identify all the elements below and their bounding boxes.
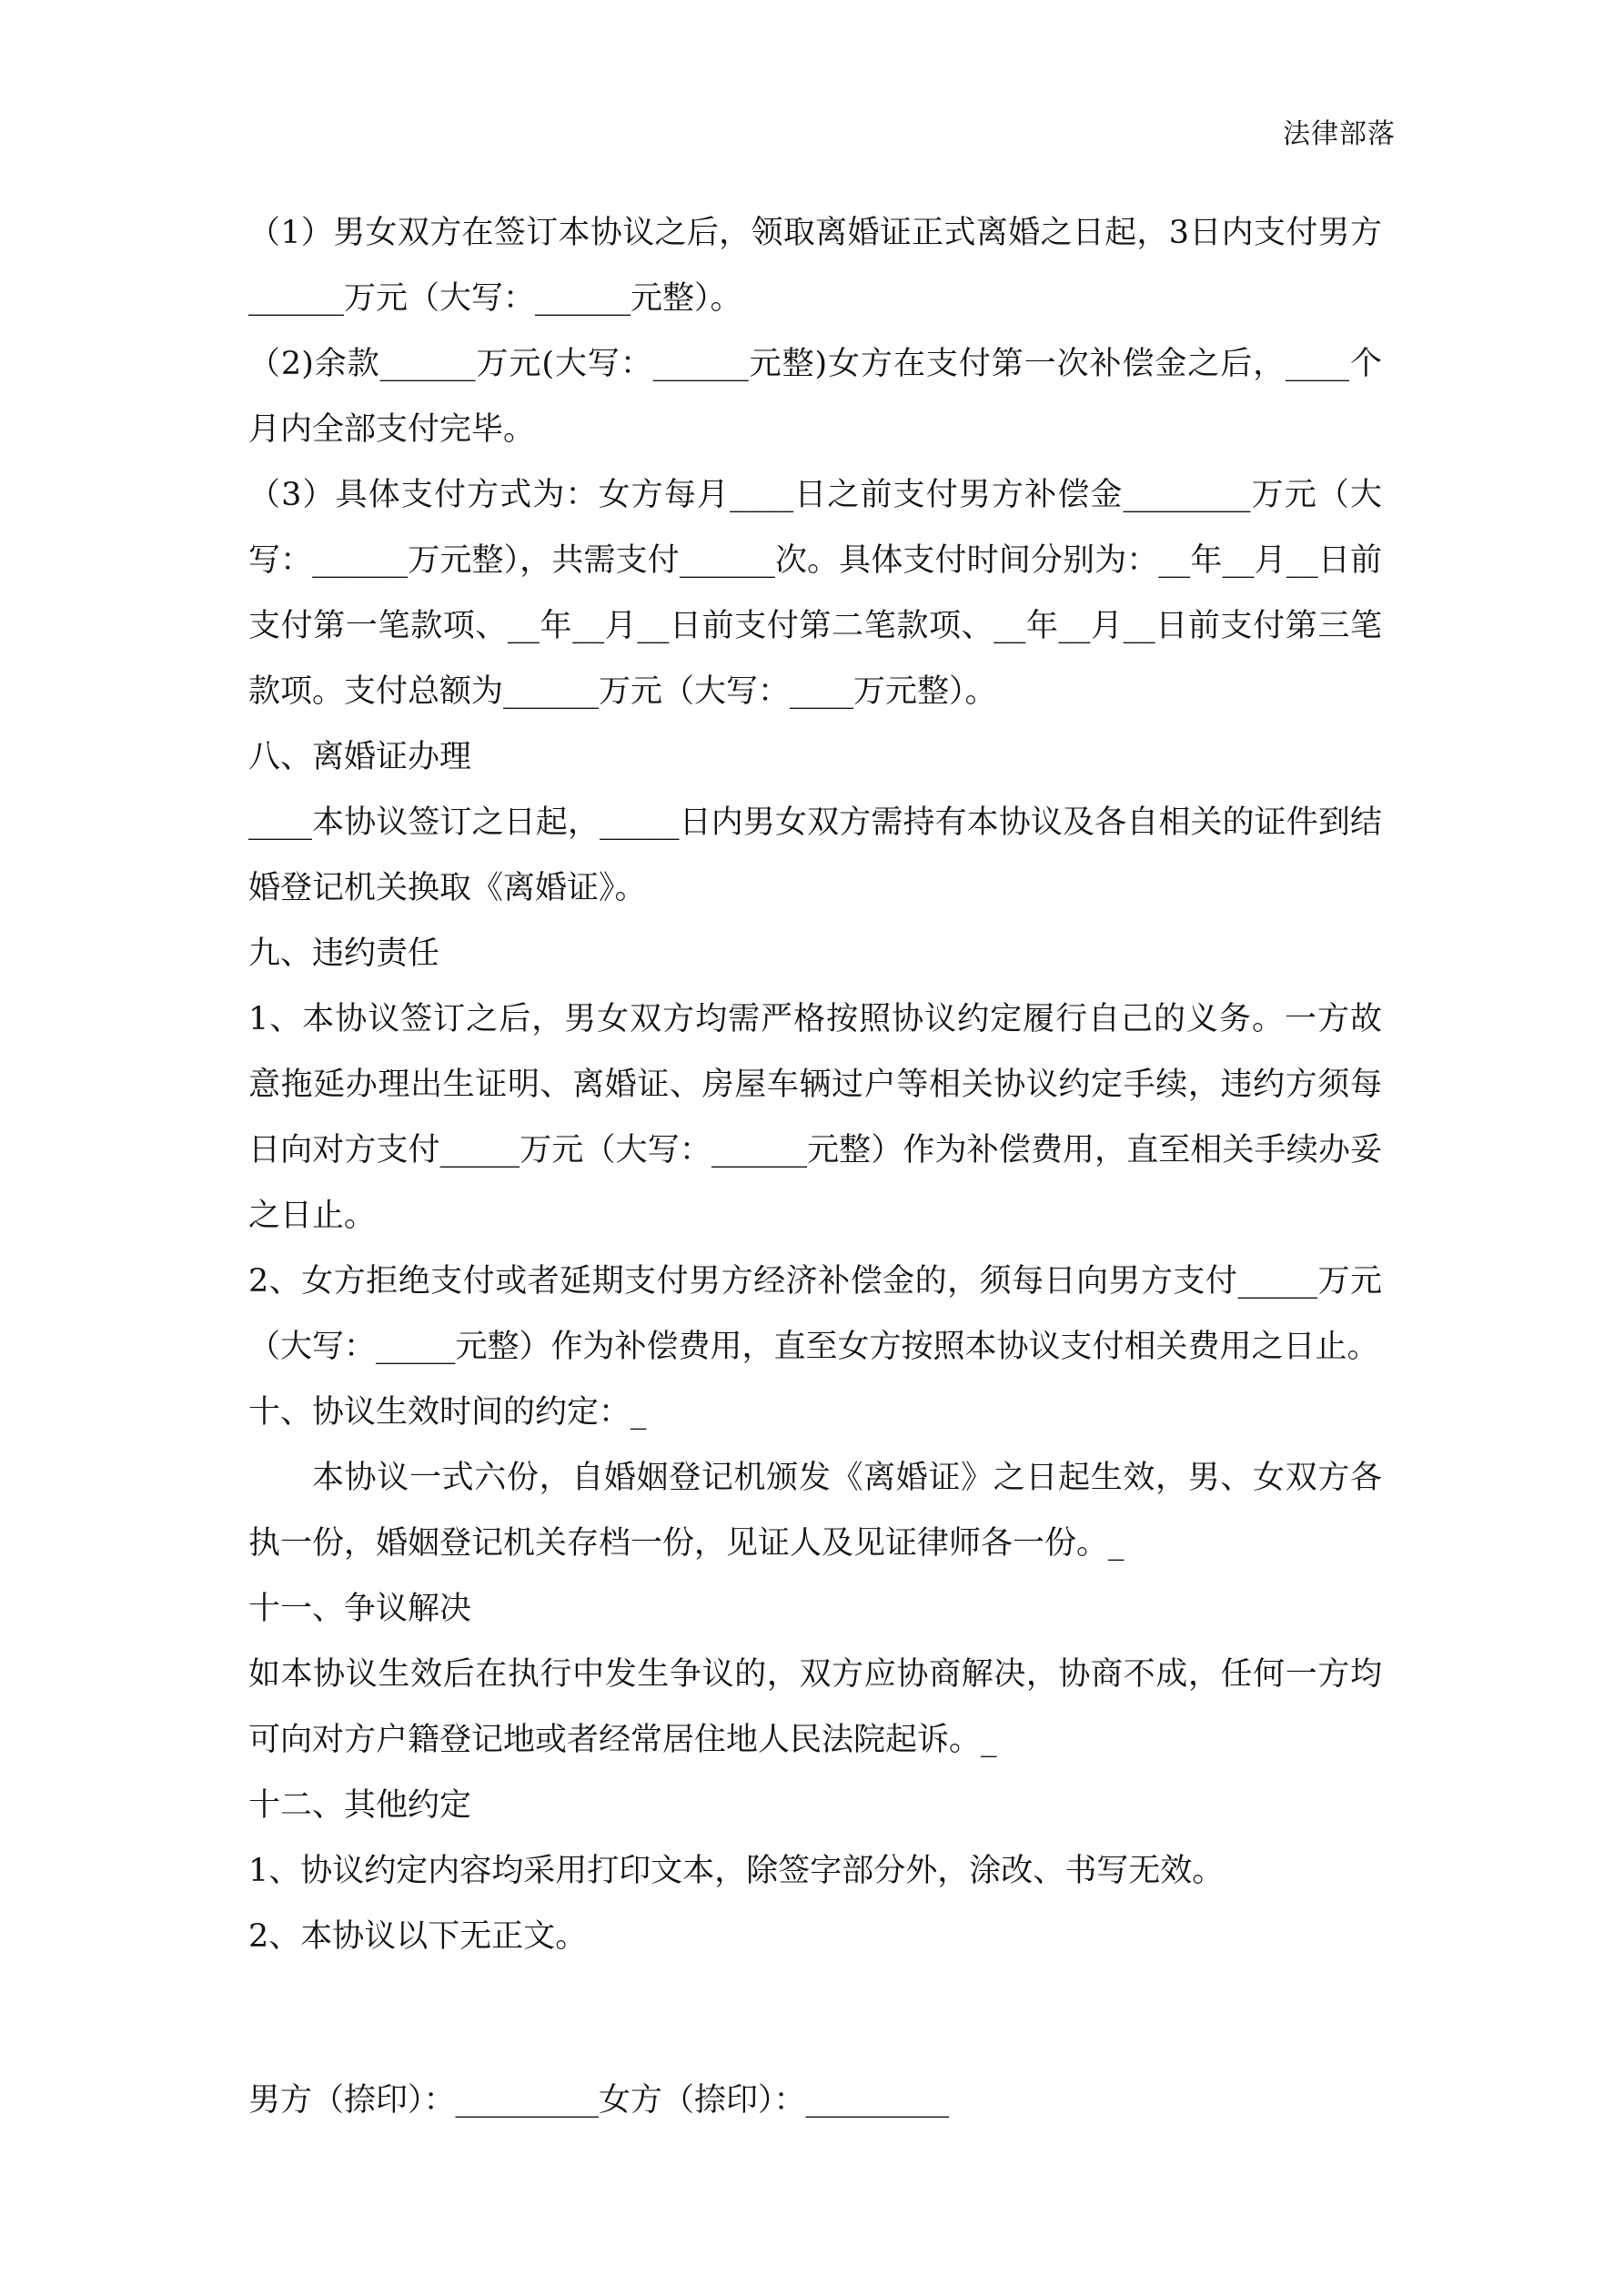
section-heading-dispute-resolution: 十一、争议解决 [248,1591,472,1627]
section-heading-other-terms: 十二、其他约定 [248,1787,472,1824]
document-body [248,200,1382,2133]
payment-clause-3: （3）具体支付方式为：女方每月____日之前支付男方补偿金________万元（大写：______万元整），共需支付______次。具体支付时间分别为：__年__月__日前支付第一笔款项、__年__月__日前支付第二笔款项、__年__月__日前支付第三笔款项。支付总额为______万元（大写：____万元整）。 [248,477,1382,710]
other-terms-clause-1: 1、协议约定内容均采用打印文本，除签字部分外，涂改、书写无效。 [248,1853,1225,1889]
divorce-certificate-clause: ____本协议签订之日起，_____日内男女双方需持有本协议及各自相关的证件到结婚登记机关换取《离婚证》。 [248,804,1382,906]
section-heading-divorce-certificate: 八、离婚证办理 [248,739,472,775]
breach-clause-2: 2、女方拒绝支付或者延期支付男方经济补偿金的，须每日向男方支付_____万元（大写：_____元整）作为补偿费用，直至女方按照本协议支付相关费用之日止。 [248,1263,1382,1365]
dispute-resolution-clause: 如本协议生效后在执行中发生争议的，双方应协商解决，协商不成，任何一方均可向对方户籍登记地或者经常居住地人民法院起诉。_ [248,1656,1382,1758]
breach-clause-1: 1、本协议签订之后，男女双方均需严格按照协议约定履行自己的义务。一方故意拖延办理出生证明、离婚证、房屋车辆过户等相关协议约定手续，违约方须每日向对方支付_____万元（大写：______元整）作为补偿费用，直至相关手续办妥之日止。 [248,1001,1382,1234]
payment-clause-2: （2)余款______万元(大写：______元整)女方在支付第一次补偿金之后，____个月内全部支付完毕。 [248,346,1382,448]
effective-time-clause: 本协议一式六份，自婚姻登记机颁发《离婚证》之日起生效，男、女双方各执一份，婚姻登记机关存档一份，见证人及见证律师各一份。_ [248,1460,1382,1562]
header-brand: 法律部落 [1283,118,1396,150]
signature-spacing [248,1969,1382,2068]
signature-line: 男方（捺印）：_________女方（捺印）：_________ [248,2082,950,2119]
section-heading-breach: 九、违约责任 [248,936,440,972]
section-heading-effective-time: 十、协议生效时间的约定：_ [248,1394,647,1431]
payment-clause-1: （1）男女双方在签订本协议之后，领取离婚证正式离婚之日起，3日内支付男方______万元（大写：______元整）。 [248,215,1382,317]
other-terms-clause-2: 2、本协议以下无正文。 [248,1918,588,1955]
